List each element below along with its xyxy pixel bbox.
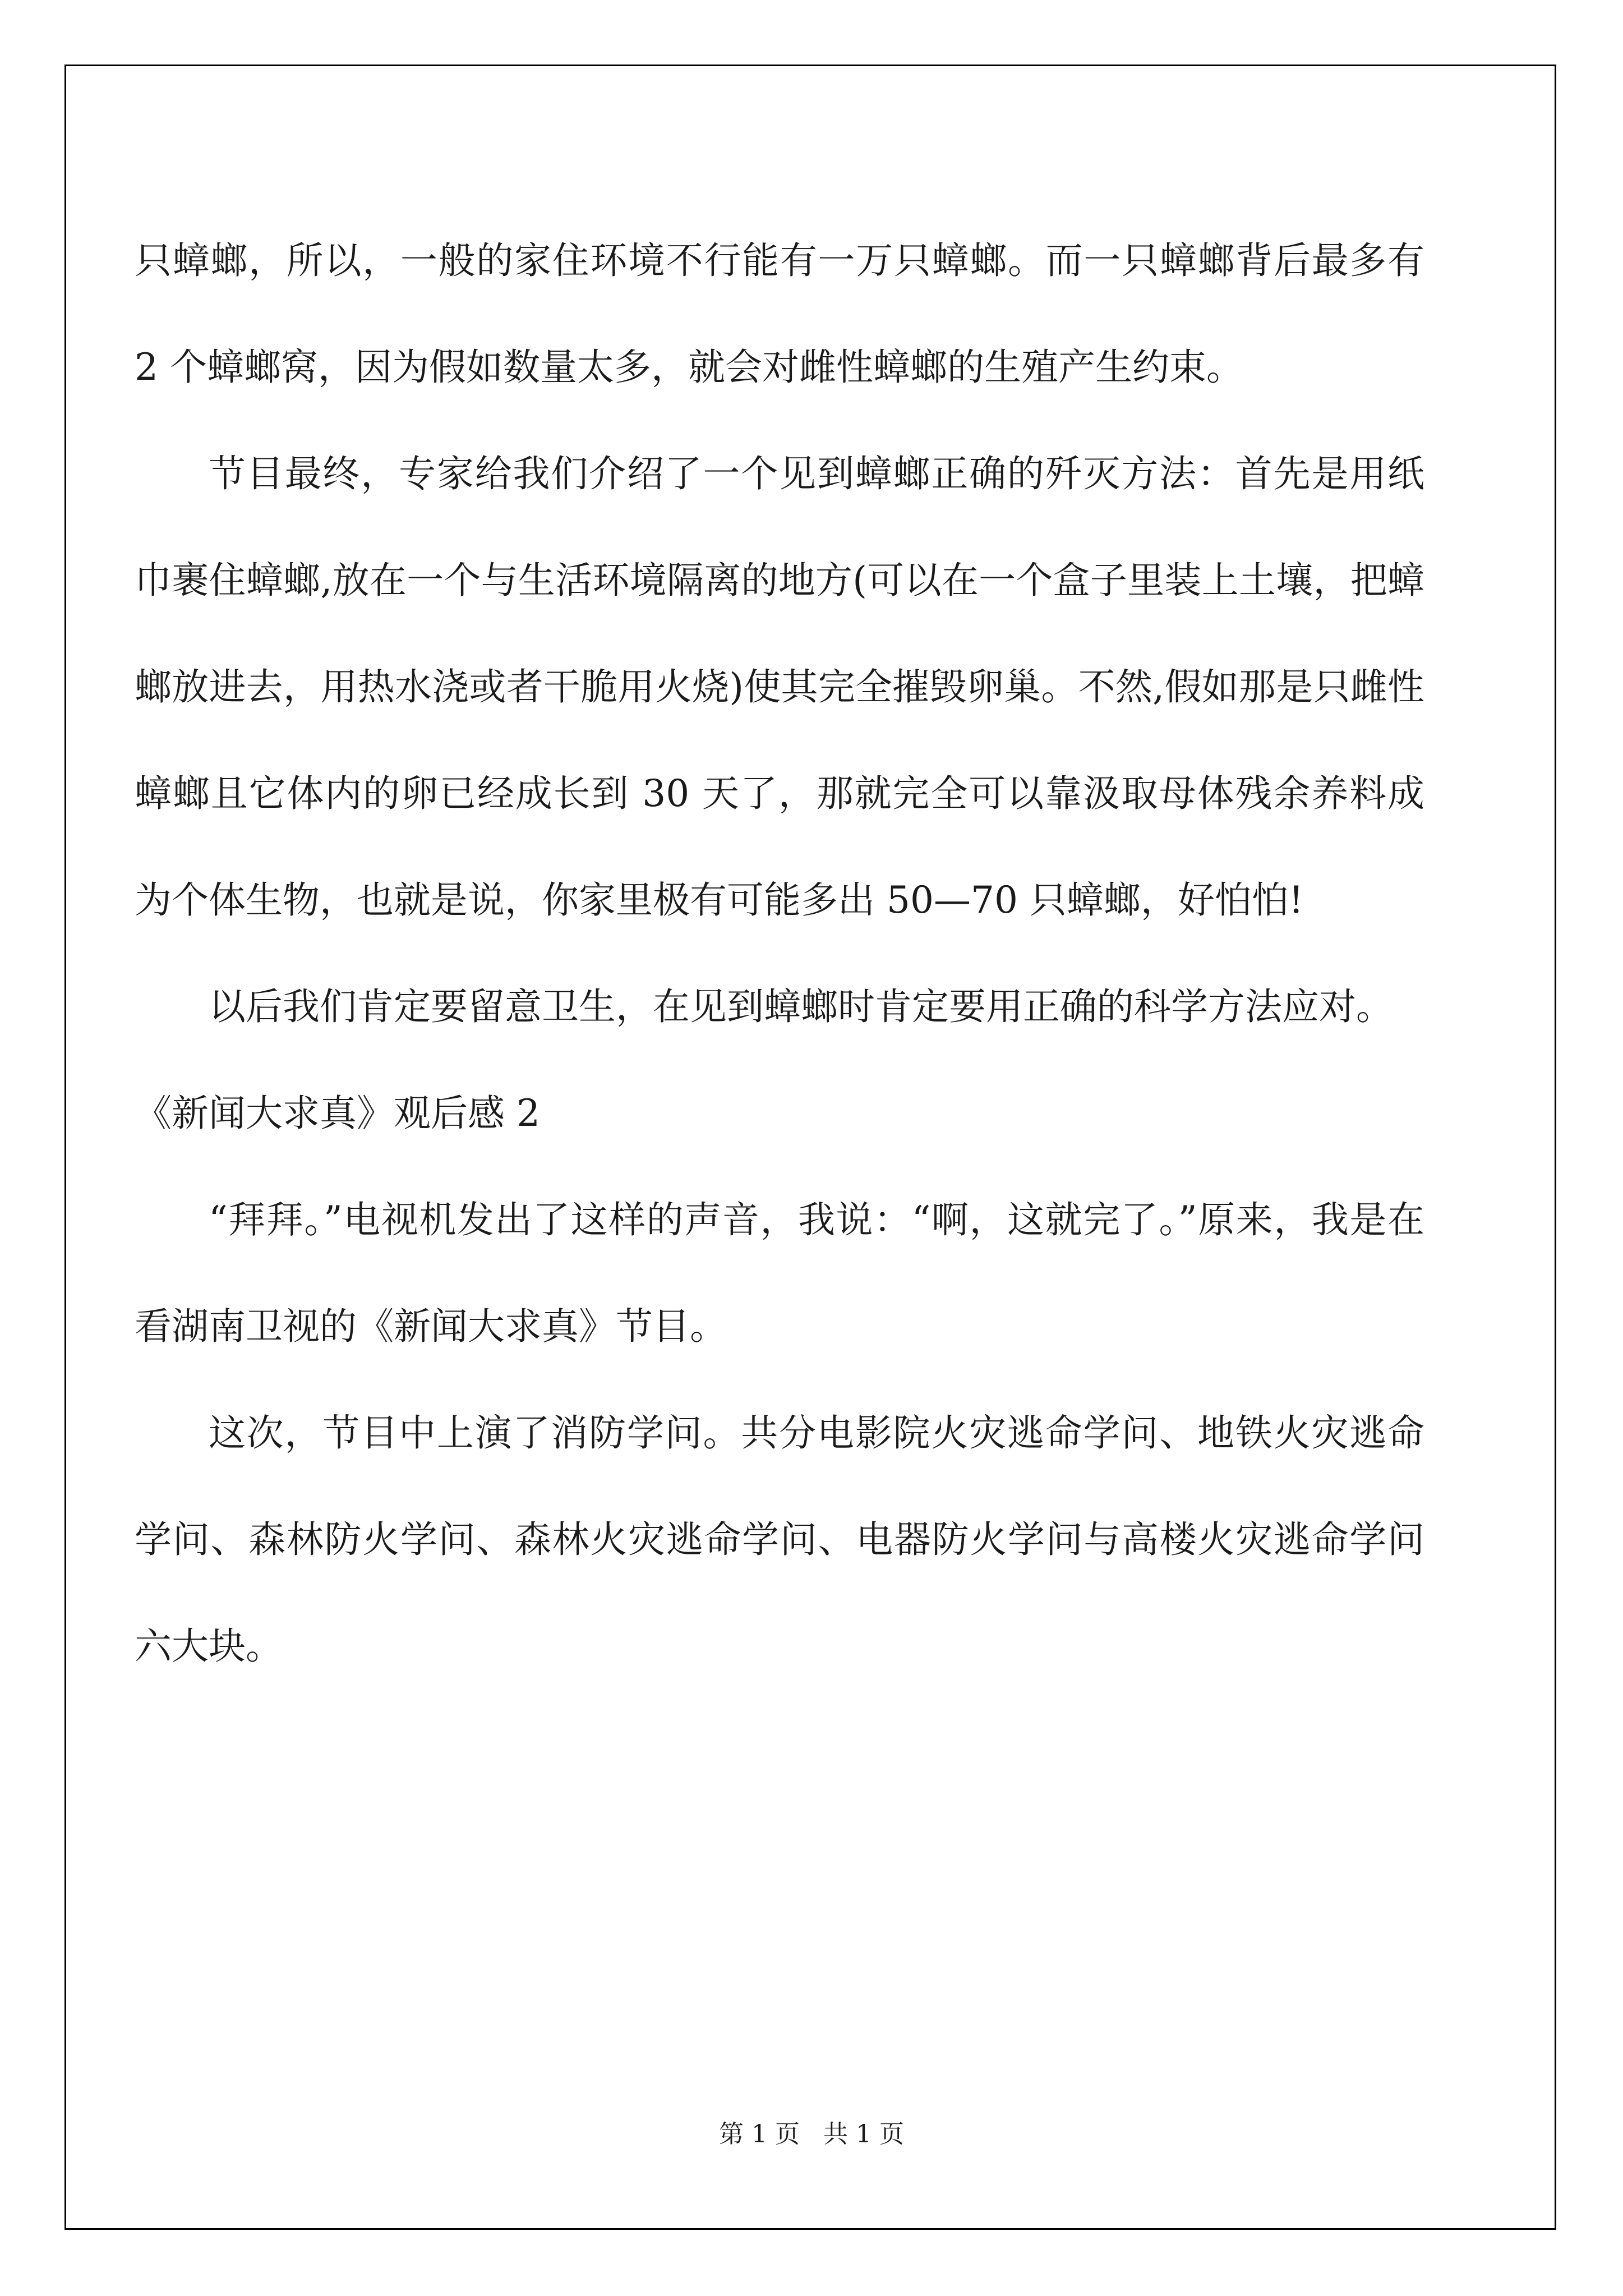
paragraph-cockroach-method: 节目最终，专家给我们介绍了一个见到蟑螂正确的歼灭方法：首先是用纸巾裹住蟑螂,放在一个与生活环境隔离的地方(可以在一个盒子里装上土壤，把蟑螂放进去，用热水浇或者干脆用火烧)使其完全摧毁卵巢。不然,假如那是只雌性蟑螂且它体内的卵已经成长到 30 天了，那就完全可以靠汲取母体残余养料成为个体生物，也就是说，你家里极有可能多出 50—70 只蟑螂，好怕怕! (135, 452, 1424, 922)
page-total: 共 1 页 (823, 2120, 904, 2148)
page-footer (0, 2118, 1623, 2151)
paragraph-fire-knowledge: 这次，节目中上演了消防学问。共分电影院火灾逃命学问、地铁火灾逃命学问、森林防火学问、森林火灾逃命学问、电器防火学问与高楼火灾逃命学问六大块。 (135, 1411, 1424, 1668)
paragraph-hygiene: 以后我们肯定要留意卫生，在见到蟑螂时肯定要用正确的科学方法应对。 (209, 985, 1393, 1028)
paragraph-continuation: 只蟑螂，所以，一般的家住环境不行能有一万只蟑螂。而一只蟑螂背后最多有 2 个蟑螂窝，因为假如数量太多，就会对雌性蟑螂的生殖产生约束。 (135, 239, 1424, 389)
document-body (135, 208, 1424, 1700)
paragraph-tv-intro: “拜拜。”电视机发出了这样的声音，我说：“啊，这就完了。”原来，我是在看湖南卫视的《新闻大求真》节目。 (135, 1198, 1424, 1348)
section-heading: 《新闻大求真》观后感 2 (135, 1092, 540, 1135)
page-number: 第 1 页 (719, 2120, 800, 2148)
